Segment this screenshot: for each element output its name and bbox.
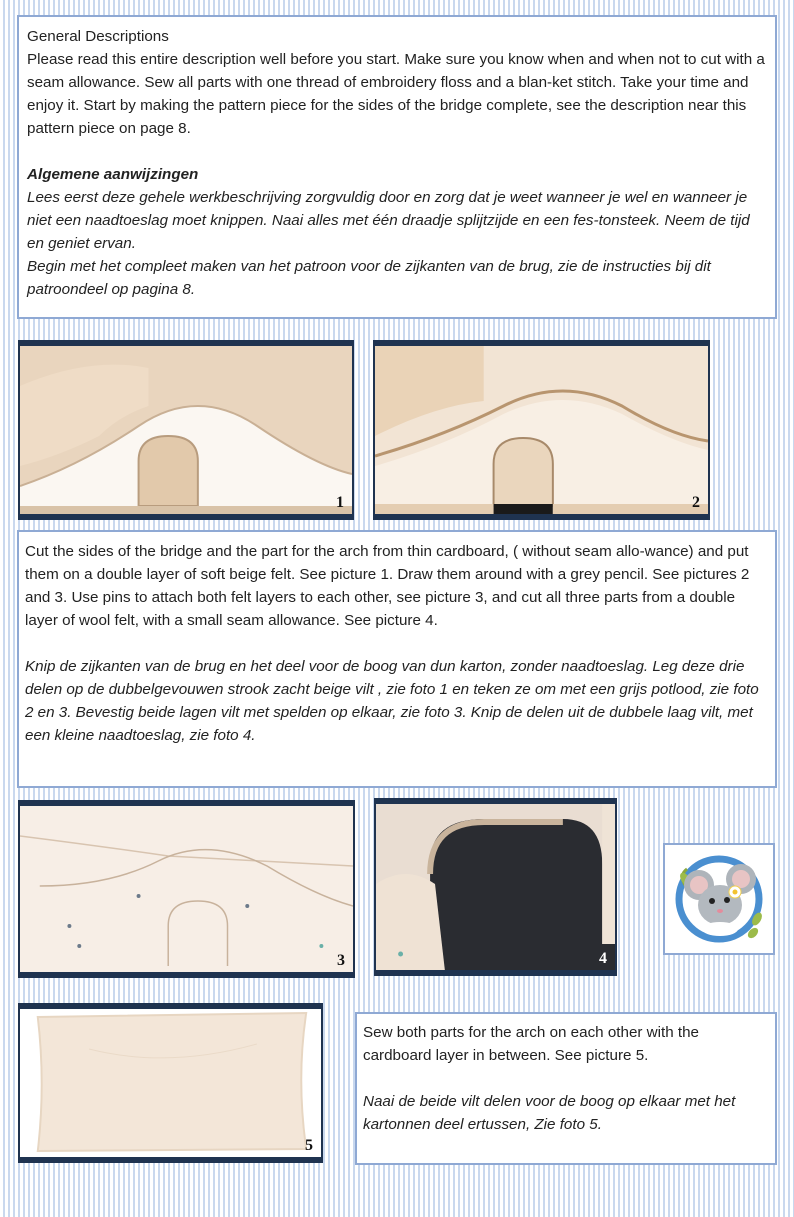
photo-5-image: [20, 1009, 321, 1157]
photo-2: [373, 340, 710, 520]
photo-3-number: 3: [337, 952, 345, 969]
step-sew-spacer: [363, 1067, 767, 1090]
photo-4-number: 4: [599, 950, 607, 967]
photo-3: [18, 800, 355, 978]
mouse-logo: [663, 843, 775, 955]
step-sew-box: [355, 1012, 777, 1165]
photo-4: [374, 798, 617, 976]
intro-nl-text1: Lees eerst deze gehele werkbeschrijving zorgvuldig door en zorg dat je weet wanneer je wel en wanneer je niet een naadtoeslag moet knippen. Naai alles met één draadje splijtzijde en een fes-tonsteek. Neem de tijd en geniet ervan.: [27, 189, 750, 252]
photo-4-image: [376, 804, 615, 970]
intro-nl-text2: Begin met het compleet maken van het patroon voor de zijkanten van de brug, zie de instructies bij dit patroondeel op pagina 8.: [27, 258, 711, 298]
intro-box: [17, 15, 777, 319]
step-cut-spacer: [25, 632, 769, 655]
step-cut-box: [17, 530, 777, 788]
mouse-logo-image: [665, 845, 773, 953]
photo-2-image: [375, 346, 708, 514]
photo-1-number: 1: [336, 494, 344, 511]
intro-nl-title: Algemene aanwijzingen: [27, 166, 199, 183]
step-cut-en: Cut the sides of the bridge and the part for the arch from thin cardboard, ( without seam allo-wance) and put them on a double layer of soft beige felt. See picture 1. Draw them around with a grey pencil. See pictures 2 and 3. Use pins to attach both felt layers to each other, see picture 3, and cut all three parts from a double layer of wool felt, with a small seam allowance. See picture 4.: [25, 543, 750, 629]
photo-5-number: 5: [305, 1137, 313, 1154]
photo-1-image: [20, 346, 352, 514]
photo-1: [18, 340, 354, 520]
intro-en-text: Please read this entire description well before you start. Make sure you know when and when not to cut with a seam allowance. Sew all parts with one thread of embroidery floss and a blan-ket stitch. Take your time and enjoy it. Start by making the pattern piece for the sides of the bridge complete, see the description near this pattern piece on page 8.: [27, 51, 765, 137]
step-cut-nl: Knip de zijkanten van de brug en het deel voor de boog van dun karton, zonder naadtoeslag. Leg deze drie delen op de dubbelgevouwen strook zacht beige vilt , zie foto 1 en teken ze om met een grijs potlood, zie foto 2 en 3. Bevestig beide lagen vilt met spelden op elkaar, zie foto 3. Knip de delen uit de dubbele laag vilt, met een kleine naadtoeslag, zie foto 4.: [25, 658, 759, 744]
step-sew-nl: Naai de beide vilt delen voor de boog op elkaar met het kartonnen deel ertussen, Zie foto 5.: [363, 1093, 736, 1133]
photo-3-image: [20, 806, 353, 972]
photo-2-number: 2: [692, 494, 700, 511]
intro-spacer: [27, 140, 767, 163]
intro-en-title: General Descriptions: [27, 28, 169, 45]
photo-5: [18, 1003, 323, 1163]
step-sew-en: Sew both parts for the arch on each other with the cardboard layer in between. See picture 5.: [363, 1024, 700, 1064]
